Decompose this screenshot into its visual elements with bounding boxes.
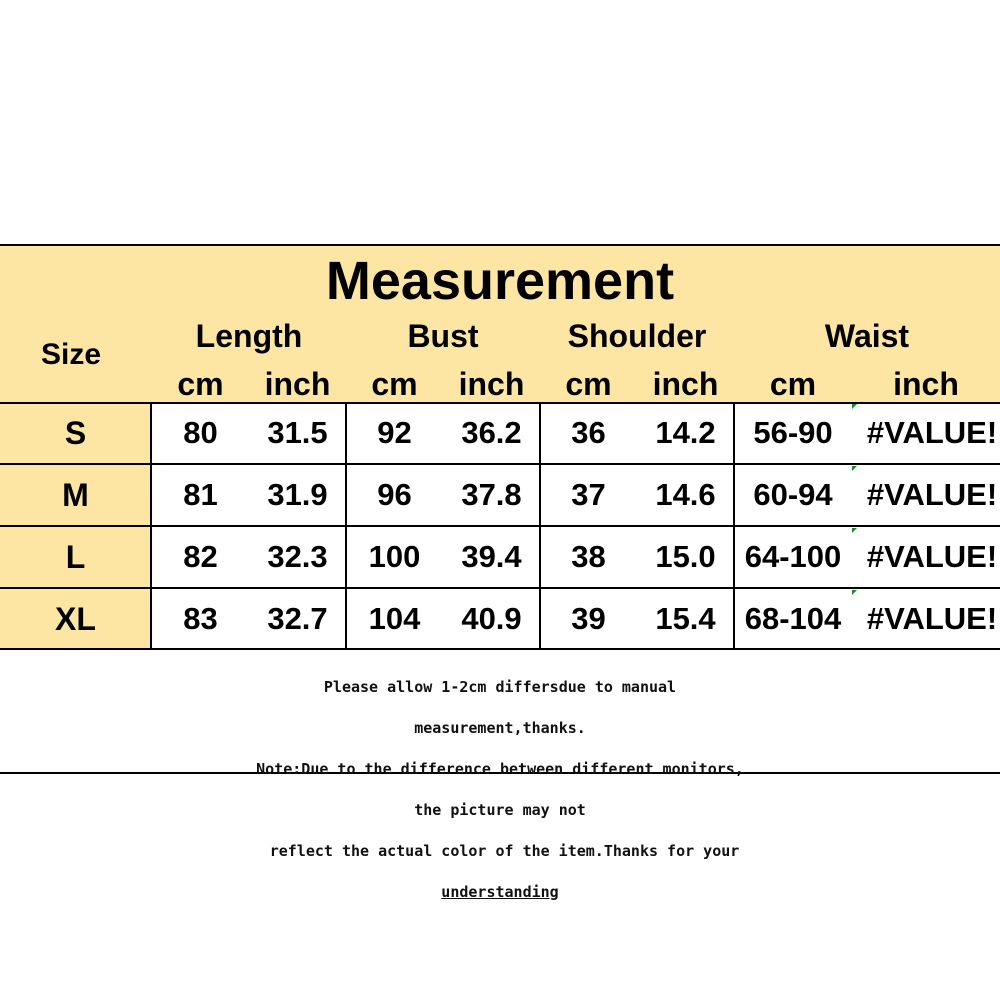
unit-header: inch: [652, 366, 719, 402]
waist-inch-cell: #VALUE!: [866, 477, 998, 512]
length-cm-cell: 80: [183, 415, 218, 450]
unit-header: inch: [264, 366, 331, 402]
cell-marker: [852, 528, 857, 533]
unit-header: cm: [371, 366, 418, 402]
chart-title: Measurement: [325, 251, 675, 311]
grid-line: [345, 402, 347, 650]
length-inch-cell: 31.5: [267, 415, 328, 450]
unit-header: inch: [458, 366, 525, 402]
bust-inch-cell: 40.9: [461, 601, 522, 636]
size-cell: XL: [55, 601, 96, 637]
size-cell: M: [62, 477, 89, 513]
group-header-shoulder: Shoulder: [567, 318, 707, 354]
measurement-notes: [0, 650, 1000, 901]
shoulder-inch-cell: 14.2: [655, 415, 716, 450]
note-line: the picture may not: [414, 800, 586, 819]
length-cm-cell: 81: [183, 477, 218, 512]
note-line: measurement,thanks.: [414, 718, 586, 737]
size-chart: [0, 244, 1000, 901]
shoulder-inch-cell: 15.4: [655, 601, 716, 636]
size-column-header: Size: [40, 338, 102, 371]
length-inch-cell: 32.7: [267, 601, 328, 636]
length-inch-cell: 31.9: [267, 477, 328, 512]
grid-line: [733, 402, 735, 650]
note-line: Please allow 1-2cm differsdue to manual: [323, 677, 677, 696]
waist-inch-cell: #VALUE!: [866, 415, 998, 450]
waist-cm-cell: 60-94: [753, 477, 833, 512]
shoulder-cm-cell: 38: [571, 539, 606, 574]
waist-cm-cell: 64-100: [744, 539, 842, 574]
shoulder-inch-cell: 14.6: [655, 477, 716, 512]
waist-inch-cell: #VALUE!: [866, 539, 998, 574]
length-cm-cell: 82: [183, 539, 218, 574]
shoulder-cm-cell: 36: [571, 415, 606, 450]
group-header-bust: Bust: [407, 318, 479, 354]
note-line: understanding: [441, 882, 559, 901]
bust-inch-cell: 37.8: [461, 477, 522, 512]
note-line: Note:Due to the difference between different monitors,: [256, 759, 744, 778]
waist-inch-cell: #VALUE!: [866, 601, 998, 636]
cell-marker: [852, 466, 857, 471]
group-header-length: Length: [195, 318, 303, 354]
shoulder-cm-cell: 39: [571, 601, 606, 636]
length-inch-cell: 32.3: [267, 539, 328, 574]
unit-header: cm: [565, 366, 612, 402]
shoulder-cm-cell: 37: [571, 477, 606, 512]
unit-header: cm: [177, 366, 224, 402]
cell-marker: [852, 404, 857, 409]
table-body: [0, 402, 1000, 650]
grid-line: [539, 402, 541, 650]
waist-cm-cell: 68-104: [744, 601, 842, 636]
bust-cm-cell: 96: [377, 477, 412, 512]
note-text: [220, 656, 780, 923]
grid-line: [150, 402, 152, 650]
bust-cm-cell: 92: [377, 415, 412, 450]
unit-header: inch: [893, 366, 959, 402]
group-header-waist: Waist: [824, 318, 910, 354]
cell-marker: [852, 590, 857, 595]
note-line: reflect the actual color of the item.Thanks for your: [260, 841, 740, 860]
bust-inch-cell: 36.2: [461, 415, 522, 450]
waist-cm-cell: 56-90: [753, 415, 833, 450]
bust-cm-cell: 100: [368, 539, 421, 574]
length-cm-cell: 83: [183, 601, 218, 636]
shoulder-inch-cell: 15.0: [655, 539, 716, 574]
unit-header: cm: [769, 366, 817, 402]
table-header: [0, 244, 1000, 402]
bust-cm-cell: 104: [368, 601, 421, 636]
bust-inch-cell: 39.4: [461, 539, 522, 574]
size-cell: L: [65, 539, 86, 575]
size-cell: S: [64, 415, 87, 451]
